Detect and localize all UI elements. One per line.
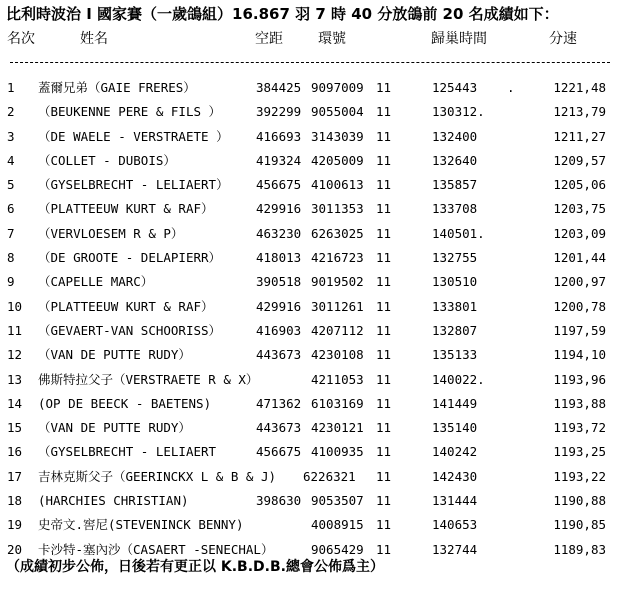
day-cell: 11 bbox=[376, 420, 392, 436]
distance-cell: 6226321 bbox=[303, 468, 356, 484]
arrival-time-cell: 130510 bbox=[432, 274, 478, 290]
ring-cell: 6263025 bbox=[311, 225, 364, 241]
distance-cell: 384425 bbox=[256, 80, 302, 95]
speed-cell: 1205,06 bbox=[553, 177, 606, 193]
speed-cell: 1200,78 bbox=[553, 298, 606, 314]
rank-cell: 19 bbox=[7, 517, 23, 533]
day-cell: 11 bbox=[376, 493, 392, 509]
ring-cell: 4230121 bbox=[311, 420, 364, 436]
table-row bbox=[0, 467, 621, 491]
table-row bbox=[0, 224, 621, 248]
arrival-time-cell: 132807 bbox=[432, 322, 478, 338]
arrival-time-cell: 135857 bbox=[432, 177, 478, 193]
arrival-time-cell: 135133 bbox=[432, 347, 478, 363]
table-row bbox=[0, 127, 621, 151]
table-row bbox=[0, 394, 621, 418]
distance-cell: 390518 bbox=[256, 274, 302, 290]
distance-cell: 429916 bbox=[256, 201, 302, 217]
distance-cell: 471362 bbox=[256, 395, 302, 411]
day-cell: 11 bbox=[376, 395, 392, 411]
rank-cell: 18 bbox=[7, 493, 23, 509]
rank-cell: 9 bbox=[7, 274, 15, 290]
ring-cell: 9065429 bbox=[311, 541, 364, 557]
name-cell: 蓋爾兄弟（GAIE FRERES） bbox=[38, 80, 196, 95]
rank-cell: 17 bbox=[7, 468, 23, 484]
name-cell: （GEVAERT-VAN SCHOORISS） bbox=[38, 322, 222, 338]
name-cell: （GYSELBRECHT - LELIAERT） bbox=[38, 177, 229, 193]
rank-cell: 6 bbox=[7, 201, 15, 217]
name-cell: （GYSELBRECHT - LELIAERT bbox=[38, 444, 217, 460]
day-cell: 11 bbox=[376, 371, 392, 387]
name-cell: 卡沙特-塞內沙（CASAERT -SENECHAL） bbox=[38, 541, 274, 557]
day-cell: 11 bbox=[376, 444, 392, 460]
arrival-time-cell: 135140 bbox=[432, 420, 478, 436]
ring-cell: 9097009 bbox=[311, 80, 364, 95]
ring-cell: 9019502 bbox=[311, 274, 364, 290]
rank-cell: 10 bbox=[7, 298, 23, 314]
table-row bbox=[0, 151, 621, 175]
table-row bbox=[0, 345, 621, 369]
table-row bbox=[0, 442, 621, 466]
speed-cell: 1200,97 bbox=[553, 274, 606, 290]
footer-note: （成績初步公佈，日後若有更正以 K.B.D.B.總會公佈爲主） bbox=[6, 559, 384, 575]
name-cell: 史帝文.窖尼(STEVENINCK BENNY) bbox=[38, 517, 244, 533]
distance-cell: 463230 bbox=[256, 225, 302, 241]
table-row bbox=[0, 515, 621, 539]
ring-cell: 9055004 bbox=[311, 104, 364, 120]
name-cell: （VAN DE PUTTE RUDY） bbox=[38, 420, 191, 436]
speed-cell: 1193,22 bbox=[553, 468, 606, 484]
distance-cell: 419324 bbox=[256, 152, 302, 168]
day-cell: 11 bbox=[376, 541, 392, 557]
name-cell: （PLATTEEUW KURT & RAF） bbox=[38, 298, 214, 314]
name-cell: 吉林克斯父子（GEERINCKX L & B & J) bbox=[38, 468, 277, 484]
distance-cell: 416903 bbox=[256, 322, 302, 338]
name-cell: （VAN DE PUTTE RUDY） bbox=[38, 347, 191, 363]
ring-cell: 4100613 bbox=[311, 177, 364, 193]
day-cell: 11 bbox=[376, 298, 392, 314]
rank-cell: 13 bbox=[7, 371, 23, 387]
speed-cell: 1203,75 bbox=[553, 201, 606, 217]
speed-cell: 1203,09 bbox=[553, 225, 606, 241]
table-row bbox=[0, 370, 621, 394]
ring-cell: 4207112 bbox=[311, 322, 364, 338]
ring-cell: 4216723 bbox=[311, 250, 364, 266]
speed-cell: 1221,48 bbox=[553, 80, 606, 95]
name-cell: （COLLET - DUBOIS） bbox=[38, 152, 176, 168]
table-row bbox=[0, 199, 621, 223]
day-cell: 11 bbox=[376, 322, 392, 338]
speed-header: 分速 bbox=[549, 31, 577, 47]
speed-cell: 1213,79 bbox=[553, 104, 606, 120]
distance-cell: 429916 bbox=[256, 298, 302, 314]
day-cell: 11 bbox=[376, 347, 392, 363]
page-title: 比利時波治 I 國家賽（一歲鴿組）16.867 羽 7 時 40 分放鴿前 20 名成績如下： bbox=[6, 5, 559, 23]
speed-cell: 1194,10 bbox=[553, 347, 606, 363]
day-cell: 11 bbox=[376, 152, 392, 168]
ring-cell: 4008915 bbox=[311, 517, 364, 533]
arrival-time-cell: 132744 bbox=[432, 541, 478, 557]
name-header: 姓名 bbox=[80, 31, 108, 47]
table-row bbox=[0, 175, 621, 199]
header-divider bbox=[10, 62, 610, 63]
rank-cell: 12 bbox=[7, 347, 23, 363]
day-cell: 11 bbox=[376, 201, 392, 217]
table-row bbox=[0, 321, 621, 345]
speed-cell: 1189,83 bbox=[553, 541, 606, 557]
distance-cell: 392299 bbox=[256, 104, 302, 120]
arrival-time-cell: 132640 bbox=[432, 152, 478, 168]
ring-cell: 4211053 bbox=[311, 371, 364, 387]
day-cell: 11 bbox=[376, 517, 392, 533]
speed-cell: 1193,96 bbox=[553, 371, 606, 387]
rank-cell: 14 bbox=[7, 395, 23, 411]
ring-cell: 3011353 bbox=[311, 201, 364, 217]
rank-cell: 11 bbox=[7, 322, 23, 338]
day-cell: 11 bbox=[376, 80, 392, 95]
distance-cell: 416693 bbox=[256, 128, 302, 144]
distance-cell: 456675 bbox=[256, 177, 302, 193]
rank-header: 名次 bbox=[7, 31, 35, 47]
distance-cell: 398630 bbox=[256, 493, 302, 509]
arrival-time-cell: 131444 bbox=[432, 493, 478, 509]
rank-cell: 7 bbox=[7, 225, 15, 241]
ring-cell: 9053507 bbox=[311, 493, 364, 509]
table-row bbox=[0, 272, 621, 296]
rank-cell: 20 bbox=[7, 541, 23, 557]
arrival-time-cell: 140501. bbox=[432, 225, 485, 241]
arrival-time-cell: 140022. bbox=[432, 371, 485, 387]
arrival-time-cell: 133801 bbox=[432, 298, 478, 314]
name-cell: （DE WAELE - VERSTRAETE ） bbox=[38, 128, 229, 144]
speed-cell: 1201,44 bbox=[553, 250, 606, 266]
name-cell: (OP DE BEECK - BAETENS) bbox=[38, 395, 212, 411]
table-row bbox=[0, 418, 621, 442]
arrival-header: 歸巢時間 bbox=[431, 31, 487, 47]
name-cell: （DE GROOTE - DELAPIERR） bbox=[38, 250, 222, 266]
speed-cell: 1193,72 bbox=[553, 420, 606, 436]
ring-cell: 4230108 bbox=[311, 347, 364, 363]
name-cell: 佛斯特拉父子（VERSTRAETE R & X） bbox=[38, 371, 259, 387]
day-cell: 11 bbox=[376, 274, 392, 290]
speed-cell: 1193,88 bbox=[553, 395, 606, 411]
rank-cell: 16 bbox=[7, 444, 23, 460]
day-cell: 11 bbox=[376, 468, 392, 484]
ring-cell: 3011261 bbox=[311, 298, 364, 314]
day-cell: 11 bbox=[376, 128, 392, 144]
rank-cell: 1 bbox=[7, 80, 15, 95]
rank-cell: 3 bbox=[7, 128, 15, 144]
ring-cell: 6103169 bbox=[311, 395, 364, 411]
speed-cell: 1190,88 bbox=[553, 493, 606, 509]
arrival-time-cell: 130312. bbox=[432, 104, 485, 120]
day-cell: 11 bbox=[376, 104, 392, 120]
rank-cell: 4 bbox=[7, 152, 15, 168]
arrival-time-cell: 132400 bbox=[432, 128, 478, 144]
ring-cell: 3143039 bbox=[311, 128, 364, 144]
ring-cell: 4100935 bbox=[311, 444, 364, 460]
name-cell: （PLATTEEUW KURT & RAF） bbox=[38, 201, 214, 217]
table-row bbox=[0, 491, 621, 515]
name-cell: (HARCHIES CHRISTIAN) bbox=[38, 493, 189, 509]
rank-cell: 8 bbox=[7, 250, 15, 266]
speed-cell: 1190,85 bbox=[553, 517, 606, 533]
day-cell: 11 bbox=[376, 250, 392, 266]
table-row bbox=[0, 78, 621, 102]
speed-cell: 1209,57 bbox=[553, 152, 606, 168]
name-cell: （BEUKENNE PERE & FILS ） bbox=[38, 104, 222, 120]
arrival-time-cell: 141449 bbox=[432, 395, 478, 411]
arrival-time-cell: 140653 bbox=[432, 517, 478, 533]
arrival-time-cell: 125443 bbox=[432, 80, 478, 95]
ring-cell: 4205009 bbox=[311, 152, 364, 168]
name-cell: （CAPELLE MARC） bbox=[38, 274, 154, 290]
results-table bbox=[0, 78, 621, 564]
day-cell: 11 bbox=[376, 225, 392, 241]
speed-cell: 1211,27 bbox=[553, 128, 606, 144]
rank-cell: 5 bbox=[7, 177, 15, 193]
distance-header: 空距 bbox=[255, 31, 283, 47]
speed-cell: 1197,59 bbox=[553, 322, 606, 338]
mark-cell: . bbox=[507, 80, 515, 95]
table-header bbox=[0, 29, 621, 49]
table-row bbox=[0, 297, 621, 321]
speed-cell: 1193,25 bbox=[553, 444, 606, 460]
distance-cell: 418013 bbox=[256, 250, 302, 266]
table-row bbox=[0, 102, 621, 126]
name-cell: （VERVLOESEM R & P） bbox=[38, 225, 184, 241]
table-row bbox=[0, 248, 621, 272]
rank-cell: 15 bbox=[7, 420, 23, 436]
distance-cell: 443673 bbox=[256, 347, 302, 363]
arrival-time-cell: 132755 bbox=[432, 250, 478, 266]
arrival-time-cell: 133708 bbox=[432, 201, 478, 217]
rank-cell: 2 bbox=[7, 104, 15, 120]
day-cell: 11 bbox=[376, 177, 392, 193]
distance-cell: 456675 bbox=[256, 444, 302, 460]
arrival-time-cell: 142430 bbox=[432, 468, 478, 484]
distance-cell: 443673 bbox=[256, 420, 302, 436]
ring-header: 環號 bbox=[318, 31, 346, 47]
arrival-time-cell: 140242 bbox=[432, 444, 478, 460]
